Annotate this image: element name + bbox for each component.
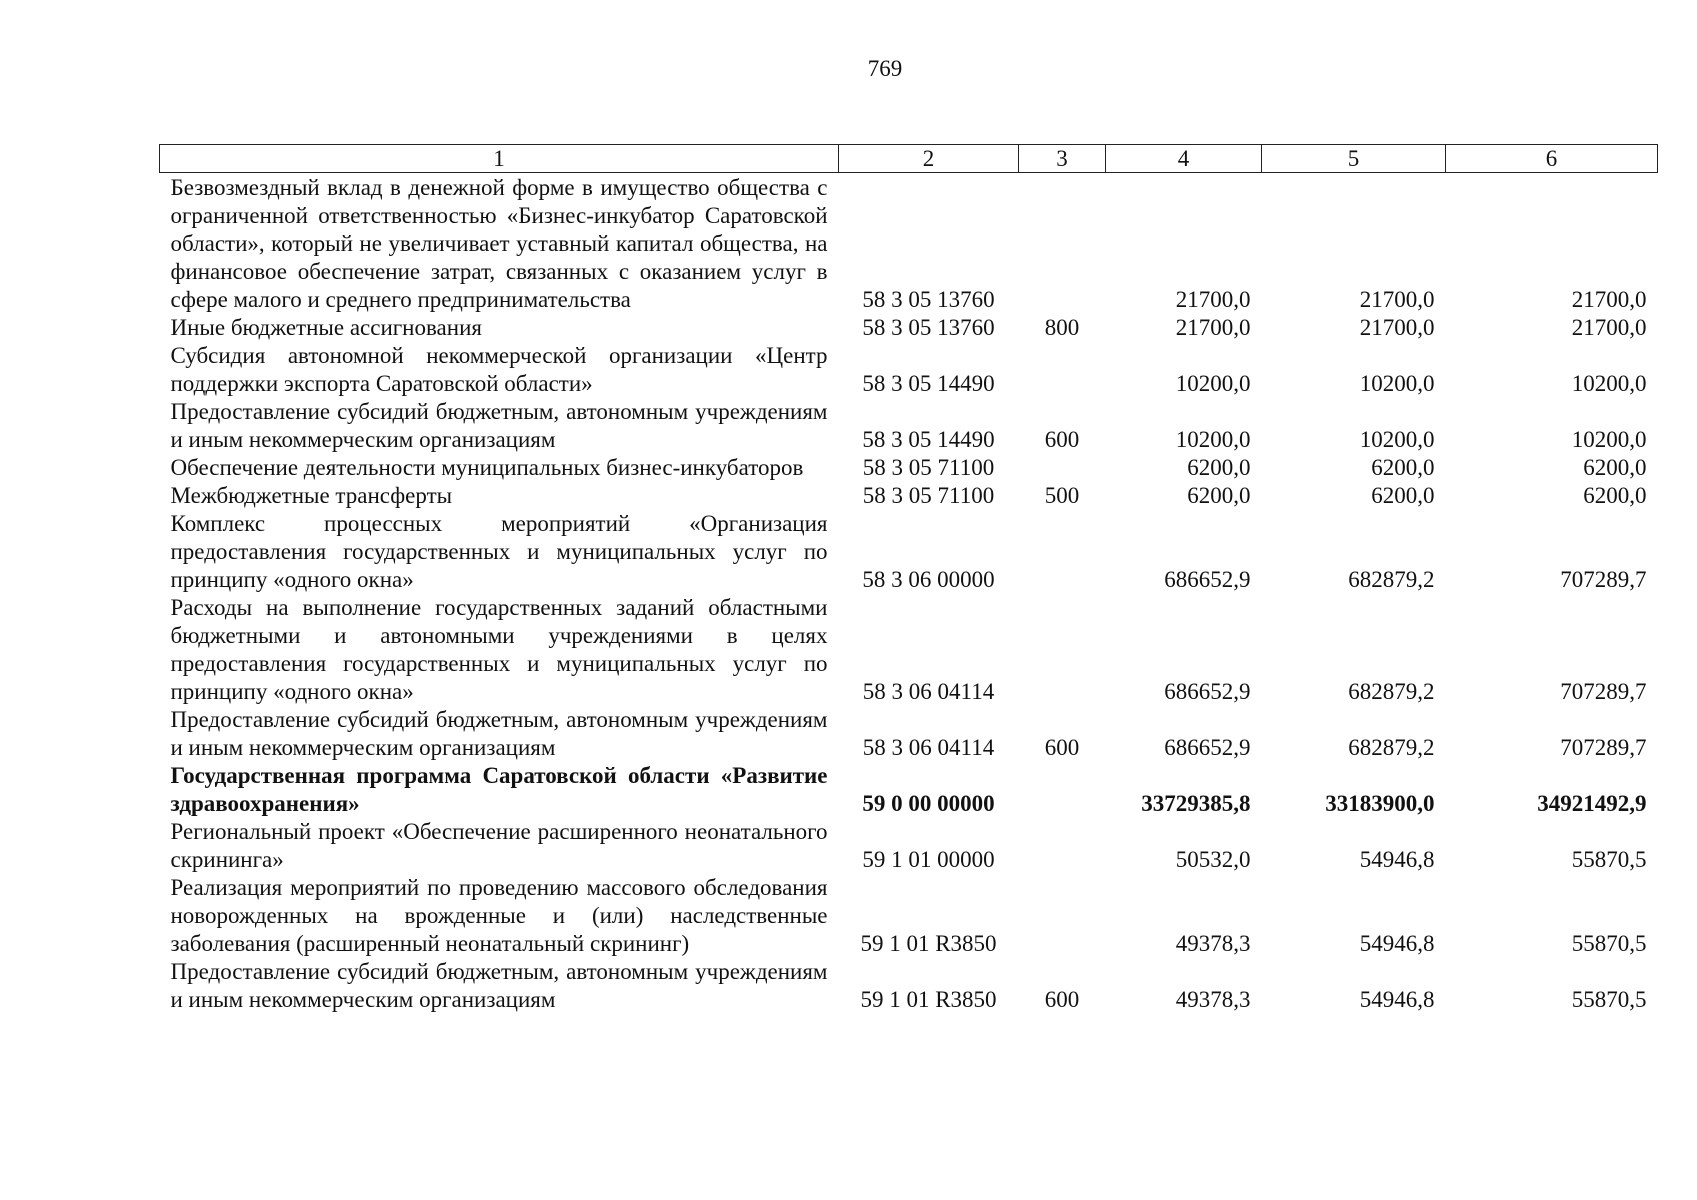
row-name-cell: Комплекс процессных мероприятий «Организация предоставления государственных и муниципальных услуг по принципу «одного окна» [170, 511, 828, 592]
row-value-1-cell: 686652,9 [1164, 567, 1251, 592]
row-type-cell [1019, 594, 1106, 706]
row-value-3-cell: 6200,0 [1583, 483, 1647, 508]
row-value-2-cell: 54946,8 [1359, 847, 1435, 872]
row-value-3-cell: 6200,0 [1583, 455, 1647, 480]
row-code-cell: 58 3 05 13760 [862, 287, 995, 312]
row-name-cell: Предоставление субсидий бюджетным, автономным учреждениям и иным некоммерческим организациям [170, 399, 828, 452]
row-code-cell: 58 3 06 04114 [862, 679, 995, 704]
row-value-2-cell: 6200,0 [1371, 483, 1435, 508]
row-name-cell: Предоставление субсидий бюджетным, автономным учреждениям и иным некоммерческим организациям [170, 707, 828, 760]
row-name-cell: Иные бюджетные ассигнования [170, 315, 482, 340]
table-row [160, 958, 1658, 1014]
row-value-2-cell: 21700,0 [1359, 315, 1435, 340]
table-row [160, 314, 1658, 342]
table-row [160, 762, 1658, 818]
row-value-3-cell: 55870,5 [1571, 987, 1647, 1012]
row-code-cell: 59 1 01 R3850 [860, 987, 997, 1012]
row-code-cell: 58 3 05 14490 [862, 427, 995, 452]
row-name-cell: Реализация мероприятий по проведению массового обследования новорожденных на врожденные и (или) наследственные заболевания (расширенный неонатальный скрининг) [170, 875, 828, 956]
page-number: 769 [867, 56, 903, 81]
row-name-cell: Межбюджетные трансферты [170, 483, 453, 508]
row-value-2-cell: 6200,0 [1371, 455, 1435, 480]
row-name-cell: Безвозмездный вклад в денежной форме в имущество общества с ограниченной ответственностью «Бизнес-инкубатор Саратовской области», который не увеличивает уставный капитал общества, на финансовое обеспечение затрат, связанных с оказанием услуг в сфере малого и среднего предпринимательства [170, 175, 828, 312]
row-code-cell: 58 3 06 00000 [862, 567, 995, 592]
table-row [160, 454, 1658, 482]
row-value-2-cell: 54946,8 [1359, 987, 1435, 1012]
column-header-code: 2 [839, 145, 1019, 173]
row-value-3-cell: 707289,7 [1560, 679, 1647, 704]
table-row [160, 342, 1658, 398]
row-code-cell: 59 1 01 00000 [862, 847, 995, 872]
row-type-cell [1019, 510, 1106, 594]
row-code-cell: 58 3 05 14490 [862, 371, 995, 396]
row-value-1-cell: 33729385,8 [1141, 791, 1251, 816]
row-type-cell [1019, 342, 1106, 398]
row-value-3-cell: 707289,7 [1560, 735, 1647, 760]
row-type-cell: 800 [1044, 315, 1080, 340]
row-code-cell: 59 1 01 R3850 [860, 931, 997, 956]
row-value-1-cell: 6200,0 [1187, 483, 1251, 508]
table-row [160, 510, 1658, 594]
row-value-3-cell: 10200,0 [1571, 371, 1647, 396]
row-value-2-cell: 682879,2 [1348, 567, 1435, 592]
row-value-2-cell: 10200,0 [1359, 371, 1435, 396]
row-type-cell [1019, 762, 1106, 818]
row-type-cell [1019, 454, 1106, 482]
row-value-2-cell: 54946,8 [1359, 931, 1435, 956]
row-value-3-cell: 55870,5 [1571, 847, 1647, 872]
column-header-value-3: 6 [1446, 145, 1658, 173]
row-name-cell: Субсидия автономной некоммерческой организации «Центр поддержки экспорта Саратовской области» [170, 343, 828, 396]
row-value-2-cell: 21700,0 [1359, 287, 1435, 312]
row-code-cell: 58 3 05 71100 [862, 483, 995, 508]
row-type-cell [1019, 173, 1106, 315]
row-value-1-cell: 50532,0 [1175, 847, 1251, 872]
table-body [160, 173, 1658, 1015]
row-value-3-cell: 55870,5 [1571, 931, 1647, 956]
row-value-1-cell: 6200,0 [1187, 455, 1251, 480]
row-type-cell [1019, 874, 1106, 958]
row-name-cell: Государственная программа Саратовской области «Развитие здравоохранения» [170, 763, 828, 816]
table-row [160, 874, 1658, 958]
table-row [160, 706, 1658, 762]
table-row [160, 173, 1658, 315]
row-name-cell: Региональный проект «Обеспечение расширенного неонатального скрининга» [170, 819, 828, 872]
row-type-cell: 600 [1044, 427, 1080, 452]
row-name-cell: Расходы на выполнение государственных заданий областными бюджетными и автономными учреждениями в целях предоставления государственных и муниципальных услуг по принципу «одного окна» [170, 595, 828, 704]
row-value-1-cell: 686652,9 [1164, 735, 1251, 760]
row-type-cell: 600 [1044, 987, 1080, 1012]
row-name-cell: Обеспечение деятельности муниципальных бизнес-инкубаторов [170, 455, 804, 480]
table-header-row [160, 145, 1658, 173]
row-value-2-cell: 682879,2 [1348, 735, 1435, 760]
budget-table [159, 144, 1658, 1014]
row-code-cell: 58 3 06 04114 [862, 735, 995, 760]
row-value-1-cell: 21700,0 [1175, 315, 1251, 340]
column-header-value-1: 4 [1106, 145, 1262, 173]
row-code-cell: 59 0 00 00000 [862, 791, 995, 816]
row-value-1-cell: 49378,3 [1175, 931, 1251, 956]
row-value-2-cell: 682879,2 [1348, 679, 1435, 704]
row-value-1-cell: 21700,0 [1175, 287, 1251, 312]
row-value-3-cell: 707289,7 [1560, 567, 1647, 592]
table-row [160, 818, 1658, 874]
table-row [160, 594, 1658, 706]
row-type-cell [1019, 818, 1106, 874]
row-value-2-cell: 10200,0 [1359, 427, 1435, 452]
row-name-cell: Предоставление субсидий бюджетным, автономным учреждениям и иным некоммерческим организациям [170, 959, 828, 1012]
row-code-cell: 58 3 05 71100 [862, 455, 995, 480]
row-value-3-cell: 21700,0 [1571, 287, 1647, 312]
row-value-3-cell: 34921492,9 [1537, 791, 1647, 816]
row-type-cell: 600 [1044, 735, 1080, 760]
row-value-1-cell: 10200,0 [1175, 427, 1251, 452]
table-row [160, 398, 1658, 454]
row-value-1-cell: 686652,9 [1164, 679, 1251, 704]
row-value-3-cell: 21700,0 [1571, 315, 1647, 340]
row-code-cell: 58 3 05 13760 [862, 315, 995, 340]
row-value-1-cell: 10200,0 [1175, 371, 1251, 396]
row-value-3-cell: 10200,0 [1571, 427, 1647, 452]
column-header-type: 3 [1019, 145, 1106, 173]
row-type-cell: 500 [1044, 483, 1080, 508]
row-value-2-cell: 33183900,0 [1325, 791, 1435, 816]
row-value-1-cell: 49378,3 [1175, 987, 1251, 1012]
column-header-name: 1 [160, 145, 839, 173]
table-row [160, 482, 1658, 510]
column-header-value-2: 5 [1262, 145, 1446, 173]
